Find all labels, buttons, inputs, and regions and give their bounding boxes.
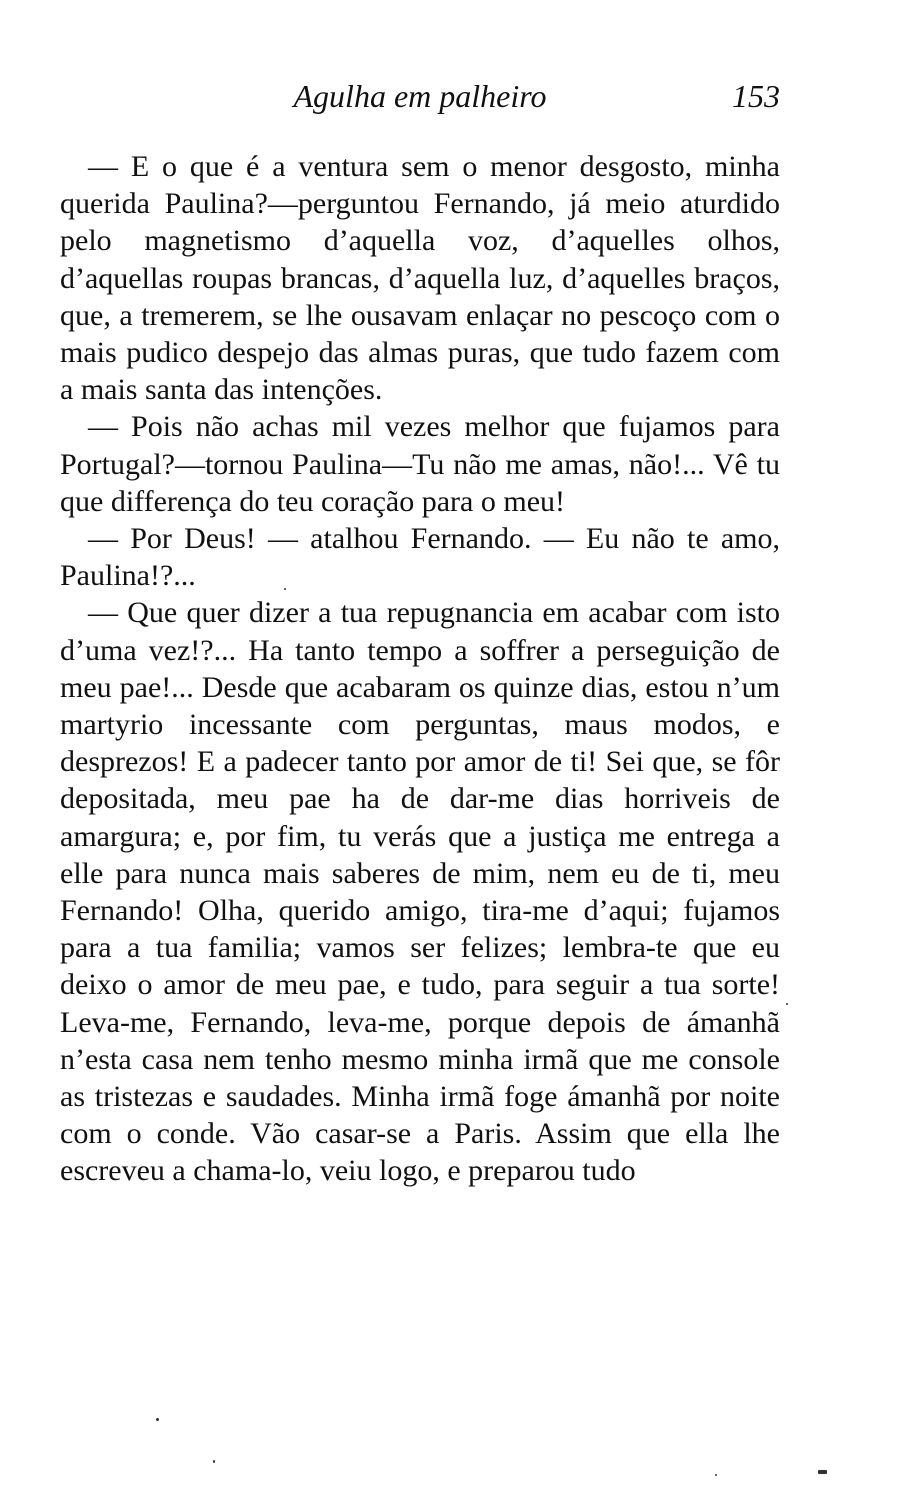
scan-speck [284, 588, 286, 590]
paragraph: — Que quer dizer a tua repugnancia em acabar com isto d’uma vez!?... Ha tanto tempo a soffrer a perseguição de meu pae!... Desde que acabaram os quinze dias, estou n’um martyrio incessante com perguntas, maus modos, e desprezos! E a padecer tanto por amor de ti! Sei que, se fôr depositada, meu pae ha de dar-me dias horriveis de amargura; e, por fim, tu verás que a justiça me entrega a elle para nunca mais saberes de mim, nem eu de ti, meu Fernando! Olha, querido amigo, tira-me d’aqui; fujamos para a tua familia; vamos ser felizes; lembra-te que eu deixo o amor de meu pae, e tudo, para seguir a tua sorte! Leva-me, Fernando, leva-me, porque depois de ámanhã n’esta casa nem tenho mesmo minha irmã que me console as tristezas e saudades. Minha irmã foge ámanhã por noite com o conde. Vão casar-se a Paris. Assim que ella lhe escreveu a chama-lo, veiu logo, e preparou tudo [60, 596, 780, 1188]
paragraph: — Por Deus! — atalhou Fernando. — Eu não te amo, Paulina!?... [60, 522, 780, 593]
running-title: Agulha em palheiro [293, 78, 547, 114]
scan-speck [213, 1460, 215, 1463]
paragraph: — Pois não achas mil vezes melhor que fujamos para Portugal?—tornou Paulina—Tu não me amas, não!... Vê tu que differença do teu coração para o meu! [60, 410, 780, 518]
paragraph: — E o que é a ventura sem o menor desgosto, minha querida Paulina?—perguntou Fernando, já meio aturdido pelo magnetismo d’aquella voz, d’aquelles olhos, d’aquellas roupas brancas, d’aquella luz, d’aquelles braços, que, a tremerem, se lhe ousavam enlaçar no pescoço com o mais pudico despejo das almas puras, que tudo fazem com a mais santa das intenções. [60, 150, 780, 407]
body-text [60, 148, 780, 1190]
scan-speck [818, 1470, 827, 1474]
scan-speck [715, 1474, 717, 1476]
running-head [60, 72, 780, 120]
scan-speck [156, 1418, 159, 1421]
page-number: 153 [732, 78, 780, 114]
scan-speck [786, 1003, 788, 1005]
